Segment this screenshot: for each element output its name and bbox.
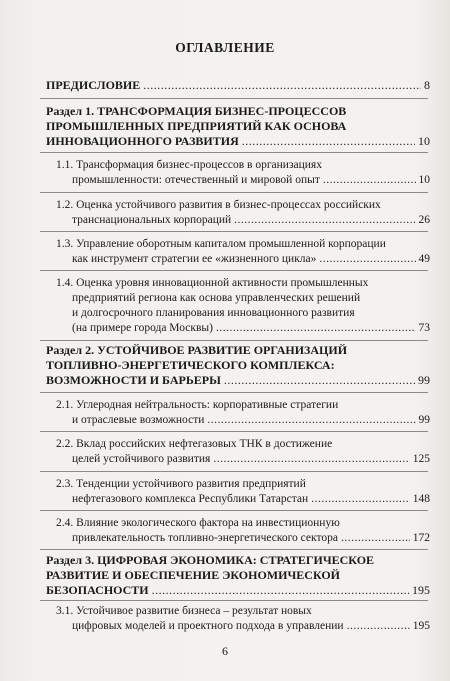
toc-entry-label: ПРЕДИСЛОВИЕ — [46, 78, 141, 92]
leader-dots — [152, 583, 409, 598]
toc-section-2[interactable] — [46, 343, 430, 388]
divider — [40, 392, 428, 393]
toc-title: ОГЛАВЛЕНИЕ — [175, 40, 275, 55]
leader-dots — [341, 531, 410, 546]
toc-item-line: привлекательность топливно-энергетического сектора — [72, 532, 338, 544]
toc-item-1-2[interactable] — [56, 198, 430, 228]
toc-page-number: 195 — [412, 583, 430, 597]
toc-item-line: промышленности: отечественный и мировой опыт — [72, 174, 320, 186]
toc-item-line: 2.3. Тенденции устойчивого развития предприятий — [56, 478, 306, 490]
toc-section-line: Раздел 3. ЦИФРОВАЯ ЭКОНОМИКА: СТРАТЕГИЧЕСКОЕ — [46, 553, 375, 567]
toc-item-line: 1.4. Оценка уровня инновационной активности промышленных — [56, 277, 369, 289]
toc-item-line: 3.1. Устойчивое развитие бизнеса – результат новых — [56, 605, 312, 617]
toc-entry-preface[interactable] — [46, 78, 430, 93]
toc-section-line: ТОПЛИВНО-ЭНЕРГЕТИЧЕСКОГО КОМПЛЕКСА: — [46, 358, 335, 372]
toc-item-line: транснациональных корпораций — [72, 214, 232, 226]
leader-dots — [319, 252, 415, 267]
toc-item-line: цифровых моделей и проектного подхода в управлении — [72, 620, 344, 632]
divider — [40, 600, 428, 601]
toc-section-line: Раздел 2. УСТОЙЧИВОЕ РАЗВИТИЕ ОРГАНИЗАЦИЙ — [46, 343, 348, 357]
toc-page-number: 125 — [412, 453, 430, 465]
toc-section-line: БЕЗОПАСНОСТИ — [46, 583, 149, 597]
toc-item-line: нефтегазового комплекса Республики Татарстан — [72, 493, 309, 505]
toc-page-number: 10 — [418, 174, 430, 186]
toc-item-line: 2.1. Углеродная нейтральность: корпоративные стратегии — [56, 399, 339, 411]
leader-dots — [224, 373, 415, 388]
toc-item-1-1[interactable] — [56, 158, 430, 188]
divider — [40, 549, 428, 550]
toc-item-line: 1.1. Трансформация бизнес-процессов в организациях — [56, 159, 322, 171]
leader-dots — [242, 134, 415, 149]
divider — [40, 192, 428, 193]
toc-section-line: ИННОВАЦИОННОГО РАЗВИТИЯ — [46, 134, 239, 148]
toc-item-line: 2.2. Вклад российских нефтегазовых ТНК в достижение — [56, 438, 333, 450]
toc-item-line: 2.4. Влияние экологического фактора на инвестиционную — [56, 517, 340, 529]
divider — [40, 270, 428, 271]
toc-page-number: 26 — [418, 214, 430, 226]
toc-item-line: целей устойчивого развития — [72, 453, 211, 465]
leader-dots — [207, 413, 415, 428]
toc-item-2-2[interactable] — [56, 437, 430, 467]
page-number: 6 — [222, 644, 228, 658]
toc-item-2-1[interactable] — [56, 398, 430, 428]
toc-item-2-4[interactable] — [56, 516, 430, 546]
divider — [40, 152, 428, 153]
toc-item-line: и отраслевые возможности — [72, 414, 205, 426]
toc-item-3-1[interactable] — [56, 604, 430, 634]
toc-item-1-3[interactable] — [56, 237, 430, 267]
toc-page-number: 195 — [412, 620, 430, 632]
leader-dots — [143, 78, 421, 93]
toc-section-line: РАЗВИТИЕ И ОБЕСПЕЧЕНИЕ ЭКОНОМИЧЕСКОЙ — [46, 568, 341, 582]
divider — [40, 471, 428, 472]
toc-page-number: 99 — [418, 414, 430, 426]
toc-page-number: 10 — [418, 134, 430, 148]
toc-item-line: 1.3. Управление оборотным капиталом промышленной корпорации — [56, 238, 386, 250]
leader-dots — [311, 492, 410, 507]
toc-item-line: предприятий региона как основа управленческих решений — [72, 292, 361, 304]
leader-dots — [234, 213, 415, 228]
toc-section-line: ВОЗМОЖНОСТИ И БАРЬЕРЫ — [46, 373, 221, 387]
toc-page-number: 148 — [412, 493, 430, 505]
toc-item-line: 1.2. Оценка устойчивого развития в бизнес-процессах российских — [56, 199, 381, 211]
leader-dots — [216, 321, 416, 336]
toc-section-line: ПРОМЫШЛЕННЫХ ПРЕДПРИЯТИЙ КАК ОСНОВА — [46, 119, 347, 133]
toc-item-1-4[interactable] — [56, 276, 430, 336]
toc-page-number: 99 — [418, 373, 430, 387]
divider — [40, 231, 428, 232]
toc-page-number: 49 — [418, 253, 430, 265]
toc-page-number: 172 — [412, 532, 430, 544]
leader-dots — [347, 619, 410, 634]
toc-item-line: как инструмент стратегии ее «жизненного цикла» — [72, 253, 317, 265]
leader-dots — [213, 452, 409, 467]
toc-section-3[interactable] — [46, 553, 430, 598]
divider — [40, 340, 428, 341]
leader-dots — [323, 173, 416, 188]
toc-section-line: Раздел 1. ТРАНСФОРМАЦИЯ БИЗНЕС-ПРОЦЕССОВ — [46, 104, 347, 118]
toc-page-number: 8 — [424, 78, 430, 92]
divider — [40, 98, 428, 99]
divider — [40, 510, 428, 511]
divider — [40, 431, 428, 432]
toc-page-number: 73 — [418, 322, 430, 334]
toc-item-2-3[interactable] — [56, 477, 430, 507]
toc-item-line: (на примере города Москвы) — [72, 322, 213, 334]
toc-item-line: и долгосрочного планирования инновационного развития — [72, 307, 355, 319]
toc-section-1[interactable] — [46, 104, 430, 149]
